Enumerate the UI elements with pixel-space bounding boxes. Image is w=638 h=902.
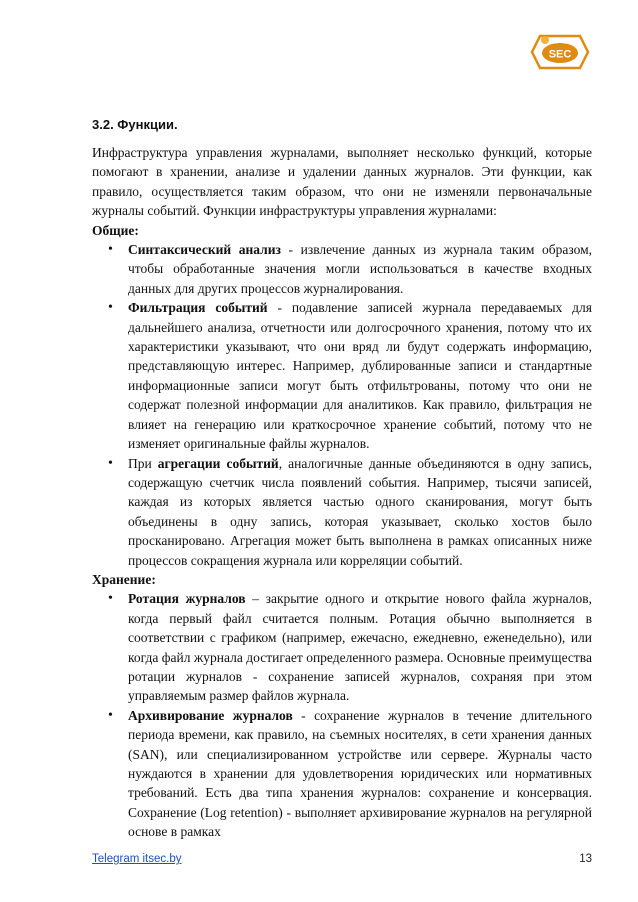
sec-logo [528, 30, 592, 74]
general-list [92, 240, 592, 570]
general-heading: Общие: [92, 222, 139, 238]
page-number: 13 [579, 853, 592, 865]
term-log-archiving: Архивирование журналов [128, 707, 293, 723]
term-event-filtering: Фильтрация событий [128, 300, 268, 316]
term-syntax-analysis: Синтаксический анализ [128, 242, 281, 258]
list-item: • Ротация журналов – закрытие одного и открытие нового файла журналов, когда первый файл считается полным. Ротация обычно выполняется в соответствии с графиком (например, ежечасно, ежедневно, еженедельно), или когда файл журнала достигает определенного размера. Основные преимущества ротации журналов - сохранение записей журналов, сохраняя при этом управляемым размер файлов журнала. [128, 589, 592, 705]
sec-logo-text: SEC [548, 48, 572, 61]
list-item: • Фильтрация событий - подавление записей журнала передаваемых для дальнейшего анализа, отчетности или долгосрочного хранения, потому что их характеристики указывают, что они вряд ли будут содержать информацию, представляющую интерес. Например, дублированные записи и стандартные информационные записи могут быть отфильтрованы, потому что они не содержат полезной информации для аналитиков. Как правило, фильтрация не влияет на генерацию или краткосрочное хранение событий, потому что не изменяет оригинальные файлы журналов. [128, 298, 592, 453]
term-log-rotation: Ротация журналов [128, 591, 246, 607]
storage-list [92, 589, 592, 841]
list-item: • При агрегации событий, аналогичные данные объединяются в одну запись, содержащую счетчик числа появлений события. Например, тысячи записей, каждая из которых является частью одного сканирования, могут быть объединены в одну запись, которая указывает, сколько хостов было просканировано. Агрегация может быть выполнена в рамках описанных ниже процессов сокращения журнала или корреляции событий. [128, 454, 592, 570]
storage-heading: Хранение: [92, 571, 156, 587]
list-item: • Синтаксический анализ - извлечение данных из журнала таким образом, чтобы обработанные значения могли использоваться в качестве входных данных для других процессов журналирования. [128, 240, 592, 298]
section-title: 3.2. Функции. [92, 117, 178, 132]
list-item: • Архивирование журналов - сохранение журналов в течение длительного периода времени, как правило, на съемных носителях, в сети хранения данных (SAN), или специализированном устройстве или сервере. Журналы часто нуждаются в хранении для удовлетворения юридических или нормативных требований. Есть два типа хранения журналов: сохранение и консервация. Сохранение (Log retention) - выполняет архивирование журналов на регулярной основе в рамках [128, 706, 592, 842]
telegram-link[interactable]: Telegram itsec.by [92, 853, 182, 865]
intro-paragraph: Инфраструктура управления журналами, выполняет несколько функций, которые помогают в хранении, анализе и удалении данных журналов. Эти функции, как правило, осуществляется таким образом, что они не изменяли первоначальные журналы событий. Функции инфраструктуры управления журналами: [92, 145, 592, 219]
term-event-aggregation: агрегации событий [157, 455, 279, 471]
sec-logo-icon [528, 30, 592, 74]
document-body [92, 143, 592, 842]
